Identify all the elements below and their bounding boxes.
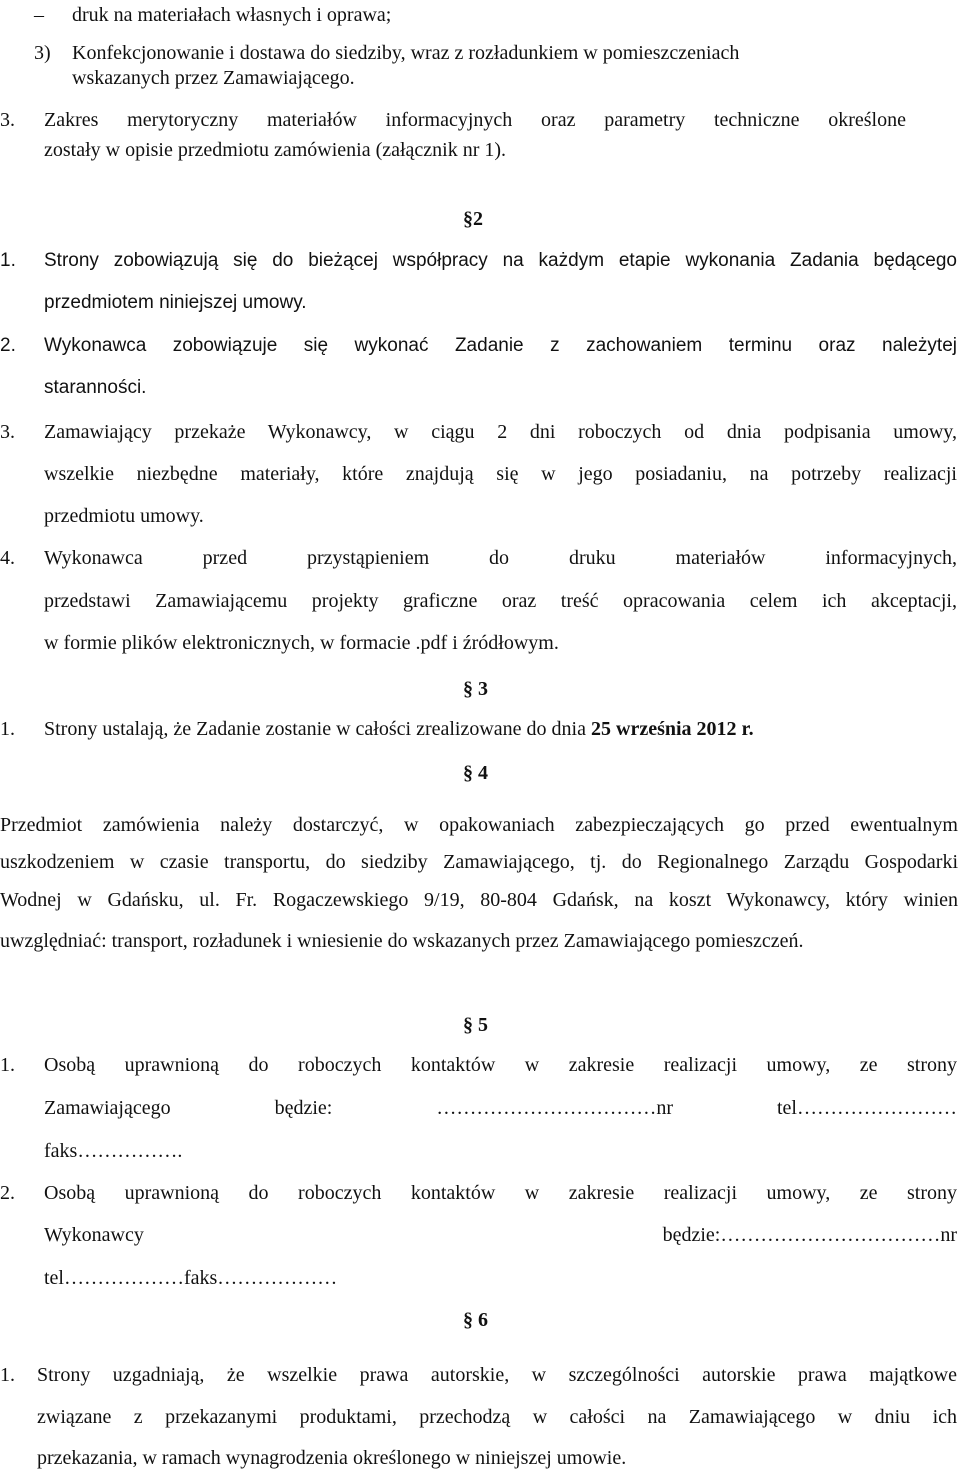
- s5-p2-line2: Wykonawcy będzie:……………………………nr: [44, 1224, 957, 1246]
- s5-p1-line3: faks…………….: [44, 1140, 183, 1162]
- s5-p1-line1: Osobą uprawnioną do roboczych kontaktów w zakresie realizacji umowy, ze strony: [44, 1054, 957, 1076]
- s6-p1-line2: związane z przekazanymi produktami, przechodzą w całości na Zamawiającego w dniu ich: [37, 1406, 957, 1428]
- s4-line2: uszkodzeniem w czasie transportu, do siedziby Zamawiającego, tj. do Regionalnego Zarządu Gospodarki: [0, 851, 958, 873]
- s2-p3-line2: wszelkie niezbędne materiały, które znajdują się w jego posiadaniu, na potrzeby realizacji: [44, 463, 957, 485]
- s2-p3-line1: Zamawiający przekaże Wykonawcy, w ciągu 2 dni roboczych od dnia podpisania umowy,: [44, 421, 957, 443]
- s2-p4-line3: w formie plików elektronicznych, w formacie .pdf i źródłowym.: [44, 632, 559, 654]
- s3-p1-deadline: 25 września 2012 r.: [591, 718, 754, 740]
- s3-p1-text-line: [44, 716, 754, 742]
- s2-p1-line2: przedmiotem niniejszej umowy.: [44, 292, 307, 313]
- s2-p2-number: 2.: [0, 335, 16, 356]
- s5-p1-number: 1.: [0, 1054, 15, 1076]
- section4-heading: § 4: [463, 762, 488, 784]
- s2-p2-line1: Wykonawca zobowiązuje się wykonać Zadanie z zachowaniem terminu oraz należytej: [44, 335, 957, 356]
- s2-p1-number: 1.: [0, 250, 16, 271]
- s2-p2-line2: staranności.: [44, 377, 147, 398]
- section3-heading: § 3: [463, 678, 488, 700]
- s5-p1-line2: Zamawiającego będzie: ……………………………nr tel……………………: [44, 1097, 957, 1119]
- point3-line2: zostały w opisie przedmiotu zamówienia (załącznik nr 1).: [44, 139, 507, 161]
- s4-line3: Wodnej w Gdańsku, ul. Fr. Rogaczewskiego 9/19, 80-804 Gdańsk, na koszt Wykonawcy, który winien: [0, 889, 958, 911]
- section2-heading: §2: [463, 208, 483, 230]
- s4-line1: Przedmiot zamówienia należy dostarczyć, w opakowaniach zabezpieczających go przed ewentualnym: [0, 814, 958, 836]
- s5-p2-number: 2.: [0, 1182, 15, 1204]
- dash-item-text: druk na materiałach własnych i oprawa;: [72, 4, 392, 26]
- dash-bullet: –: [34, 4, 44, 26]
- s6-p1-line1: Strony uzgadniają, że wszelkie prawa autorskie, w szczególności autorskie prawa majątkowe: [37, 1364, 957, 1386]
- s5-p2-line3: tel………………faks………………: [44, 1267, 338, 1289]
- item3-line2: wskazanych przez Zamawiającego.: [72, 67, 355, 89]
- item3-line1: Konfekcjonowanie i dostawa do siedziby, wraz z rozładunkiem w pomieszczeniach: [72, 42, 740, 64]
- s3-p1-number: 1.: [0, 718, 15, 740]
- point3-number: 3.: [0, 109, 15, 131]
- section6-heading: § 6: [463, 1309, 488, 1331]
- s2-p4-number: 4.: [0, 547, 15, 569]
- s2-p4-line1: Wykonawca przed przystąpieniem do druku materiałów informacyjnych,: [44, 547, 957, 569]
- item3-number: 3): [34, 42, 51, 64]
- section5-heading: § 5: [463, 1014, 488, 1036]
- s2-p3-line3: przedmiotu umowy.: [44, 505, 204, 527]
- point3-line1: Zakres merytoryczny materiałów informacyjnych oraz parametry techniczne określone: [44, 109, 906, 131]
- s3-p1-text: Strony ustalają, że Zadanie zostanie w całości zrealizowane do dnia: [44, 718, 586, 740]
- s2-p4-line2: przedstawi Zamawiającemu projekty graficzne oraz treść opracowania celem ich akceptacji,: [44, 590, 957, 612]
- s4-line4: uwzględniać: transport, rozładunek i wniesienie do wskazanych przez Zamawiającego pomieszczeń.: [0, 930, 804, 952]
- s2-p1-line1: Strony zobowiązują się do bieżącej współpracy na każdym etapie wykonania Zadania będącego: [44, 250, 957, 271]
- s6-p1-number: 1.: [0, 1364, 15, 1386]
- s6-p1-line3: przekazania, w ramach wynagrodzenia określonego w niniejszej umowie.: [37, 1447, 627, 1469]
- s2-p3-number: 3.: [0, 421, 15, 443]
- s5-p2-line1: Osobą uprawnioną do roboczych kontaktów w zakresie realizacji umowy, ze strony: [44, 1182, 957, 1204]
